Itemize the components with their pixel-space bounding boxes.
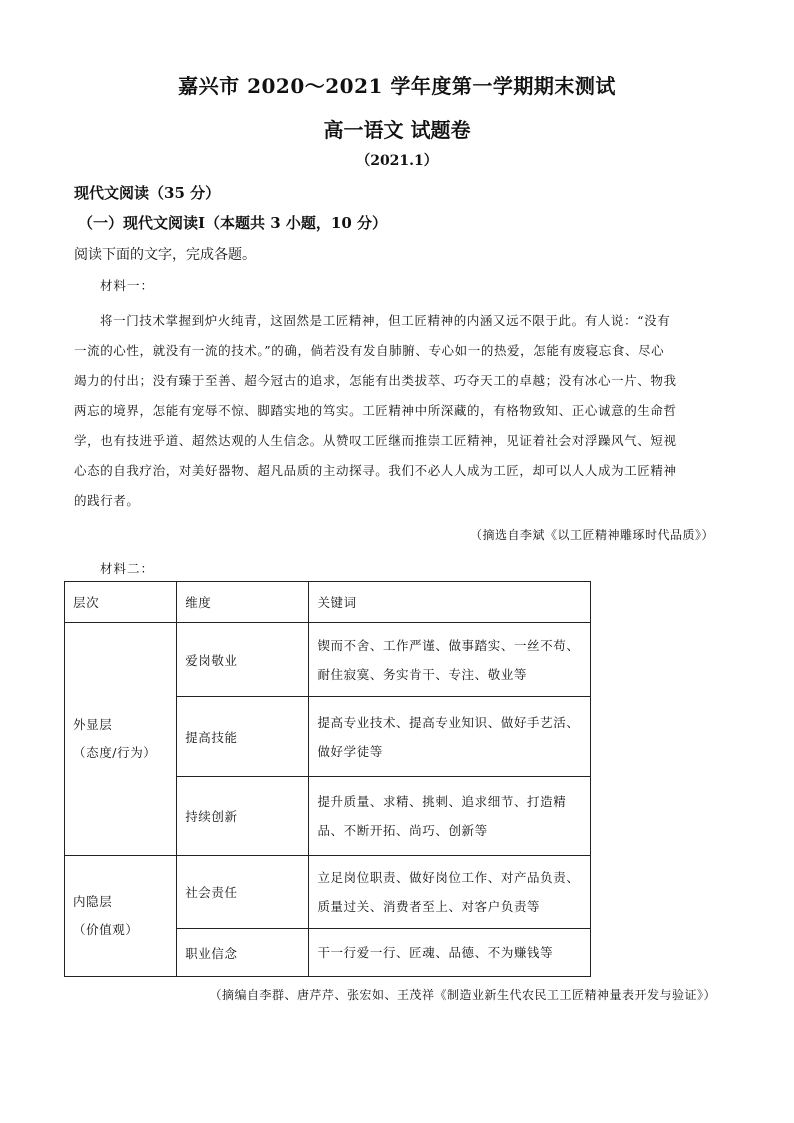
keywords-line: 做好学徒等 — [317, 743, 383, 759]
keywords-line: 提高专业技术、提高专业知识、做好手艺活、 — [317, 714, 580, 730]
keywords-cell — [309, 697, 591, 777]
table-header-row — [65, 582, 591, 623]
paragraph-line: 一流的心性，就没有一流的技术。”的确，倘若没有发自肺腑、专心如一的热爱，怎能有废寝忘食、尽心 — [74, 343, 665, 358]
header-keywords: 关键词 — [309, 582, 591, 623]
keywords-line: 立足岗位职责、做好岗位工作、对产品负责、 — [317, 870, 580, 885]
dimension-cell: 持续创新 — [177, 777, 309, 856]
table-row — [65, 856, 591, 929]
header-level: 层次 — [65, 582, 177, 623]
keywords-line: 质量过关、消费者至上、对客户负责等 — [317, 899, 541, 914]
level-cell — [65, 856, 177, 977]
paragraph-line: 学，也有技进乎道、超然达观的人生信念。从赞叹工匠继而推崇工匠精神，见证着社会对浮躁风气、短视 — [74, 433, 677, 448]
keywords-line: 锲而不舍、工作严谨、做事踏实、一丝不苟、 — [317, 637, 580, 653]
keywords-line: 耐住寂寞、务实肯干、专注、敬业等 — [317, 666, 528, 682]
dimension-cell: 提高技能 — [177, 697, 309, 777]
keywords-cell — [309, 623, 591, 697]
level-note: （态度/行为） — [73, 745, 157, 760]
header-dimension: 维度 — [177, 582, 309, 623]
level-cell — [65, 623, 177, 856]
exam-subtitle: 高一语文 试题卷 — [323, 118, 471, 142]
level-note: （价值观） — [73, 922, 139, 937]
paragraph-line: 心态的自我疗治，对美好器物、超凡品质的主动探寻。我们不必人人成为工匠，却可以人人成为工匠精神 — [74, 463, 677, 478]
material1-label: 材料一： — [100, 278, 155, 293]
dimension-cell: 职业信念 — [177, 929, 309, 977]
material1-source: （摘选自李斌《以工匠精神雕琢时代品质》） — [469, 528, 714, 542]
section-heading: 现代文阅读（35 分） — [74, 184, 221, 202]
material2-source: （摘编自李群、唐芹芹、张宏如、王茂祥《制造业新生代农民工工匠精神量表开发与验证》） — [209, 988, 716, 1002]
level-name: 外显层 — [73, 717, 113, 732]
paragraph-line: 竭力的付出；没有臻于至善、超今冠古的追求，怎能有出类拔萃、巧夺天工的卓越；没有冰心一片、物我 — [74, 373, 677, 388]
material2-label: 材料二： — [100, 561, 155, 576]
keywords-cell — [309, 777, 591, 856]
exam-date: （2021.1） — [356, 153, 438, 169]
keywords-line: 品、不断开拓、尚巧、创新等 — [317, 823, 488, 838]
paragraph-line: 将一门技术掌握到炉火纯青，这固然是工匠精神，但工匠精神的内涵又远不限于此。有人说：“没有 — [100, 313, 671, 328]
paragraph-line: 的践行者。 — [74, 493, 140, 508]
exam-title: 嘉兴市 2020～2021 学年度第一学期期末测试 — [178, 74, 616, 98]
paragraph-line: 两忘的境界，怎能有宠辱不惊、脚踏实地的笃实。工匠精神中所深藏的，有格物致知、正心诚意的生命哲 — [74, 403, 677, 418]
level-name: 内隐层 — [73, 894, 113, 909]
instruction-text: 阅读下面的文字，完成各题。 — [74, 247, 256, 263]
table-row — [65, 623, 591, 697]
craftsmanship-table — [64, 581, 591, 977]
dimension-cell: 爱岗敬业 — [177, 623, 309, 697]
material1-paragraph — [74, 306, 720, 516]
keywords-cell — [309, 856, 591, 929]
keywords-line: 干一行爱一行、匠魂、品德、不为赚钱等 — [317, 945, 554, 960]
keywords-cell — [309, 929, 591, 977]
keywords-line: 提升质量、求精、挑刺、追求细节、打造精 — [317, 794, 567, 809]
dimension-cell: 社会责任 — [177, 856, 309, 929]
part-heading: （一）现代文阅读Ⅰ（本题共 3 小题，10 分） — [78, 214, 387, 232]
